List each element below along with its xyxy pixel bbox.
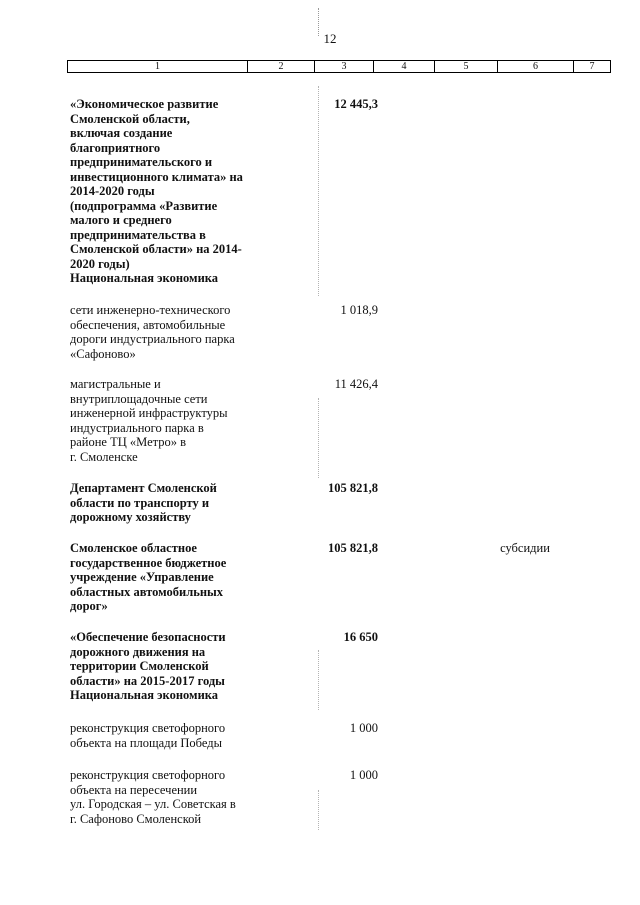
- description-line: областных автомобильных: [70, 584, 224, 599]
- row-amount: 105 821,8: [328, 481, 378, 495]
- description-line: малого и среднего: [70, 213, 172, 227]
- row-amount: 11 426,4: [334, 377, 378, 391]
- description-line: Смоленской области» на 2014-: [70, 242, 242, 256]
- row-description: [70, 630, 270, 703]
- header-col-5: 5: [435, 61, 498, 73]
- description-line: индустриального парка в: [70, 420, 204, 435]
- description-line: благоприятного: [70, 140, 161, 155]
- description-line: 2014-2020 годы: [70, 184, 155, 198]
- description-line: области» на 2015-2017 годы: [70, 673, 225, 688]
- column-divider: [318, 86, 319, 296]
- description-line: реконструкция светофорного: [70, 768, 226, 782]
- description-line: дороги индустриального парка: [70, 332, 235, 346]
- header-col-6: 6: [498, 61, 574, 73]
- page-number: 12: [323, 31, 337, 46]
- header-col-7: 7: [574, 61, 611, 73]
- column-divider: [318, 650, 319, 710]
- header-col-4: 4: [374, 61, 435, 73]
- description-line: государственное бюджетное: [70, 555, 227, 570]
- column-divider: [318, 790, 319, 830]
- header-col-2: 2: [248, 61, 315, 73]
- header-col-3: 3: [315, 61, 374, 73]
- description-line: инвестиционного климата» на: [70, 169, 243, 184]
- description-line: территории Смоленской: [70, 659, 209, 673]
- row-amount: 1 018,9: [340, 303, 378, 317]
- description-line: внутриплощадочные сети: [70, 391, 208, 406]
- description-line: объекта на пересечении: [70, 782, 198, 797]
- description-line: магистральные и: [70, 377, 161, 391]
- description-line: предпринимательского и: [70, 155, 213, 169]
- row-amount: 105 821,8: [328, 541, 378, 555]
- row-note: субсидии: [500, 541, 550, 555]
- description-line: реконструкция светофорного: [70, 721, 226, 735]
- description-line: сети инженерно-технического: [70, 303, 231, 317]
- row-description: [70, 768, 270, 826]
- description-line: объекта на площади Победы: [70, 735, 223, 750]
- description-line: ул. Городская – ул. Советская в: [70, 797, 236, 811]
- description-line: учреждение «Управление: [70, 570, 214, 584]
- description-line: 2020 годы): [70, 256, 130, 271]
- description-line: включая создание: [70, 126, 173, 140]
- description-line: г. Смоленске: [70, 449, 138, 464]
- description-line: Смоленской области,: [70, 111, 190, 126]
- description-line: «Обеспечение безопасности: [70, 630, 226, 644]
- description-line: предпринимательства в: [70, 227, 206, 242]
- row-description: [70, 97, 270, 286]
- description-line: дорожному хозяйству: [70, 510, 191, 524]
- description-line: «Сафоново»: [70, 346, 136, 361]
- row-description: [70, 377, 270, 464]
- description-line: обеспечения, автомобильные: [70, 317, 226, 332]
- description-line: Департамент Смоленской: [70, 481, 217, 495]
- description-line: г. Сафоново Смоленской: [70, 811, 202, 826]
- description-line: (подпрограмма «Развитие: [70, 198, 218, 213]
- description-line: Национальная экономика: [70, 271, 219, 285]
- description-line: инженерной инфраструктуры: [70, 406, 228, 420]
- row-description: [70, 481, 270, 525]
- row-amount: 1 000: [349, 768, 378, 782]
- description-line: «Экономическое развитие: [70, 97, 219, 111]
- description-line: Национальная экономика: [70, 688, 219, 702]
- description-line: дорожного движения на: [70, 644, 206, 659]
- row-description: [70, 303, 270, 361]
- row-description: [70, 721, 270, 750]
- description-line: Смоленское областное: [70, 541, 197, 555]
- row-amount: 1 000: [349, 721, 378, 735]
- description-line: дорог»: [70, 599, 108, 613]
- column-number-header: [67, 60, 611, 73]
- description-line: области по транспорту и: [70, 495, 210, 510]
- row-amount: 16 650: [343, 630, 378, 644]
- row-amount: 12 445,3: [334, 97, 378, 111]
- description-line: районе ТЦ «Метро» в: [70, 435, 187, 449]
- header-col-1: 1: [68, 61, 248, 73]
- row-description: [70, 541, 270, 614]
- column-divider: [318, 398, 319, 478]
